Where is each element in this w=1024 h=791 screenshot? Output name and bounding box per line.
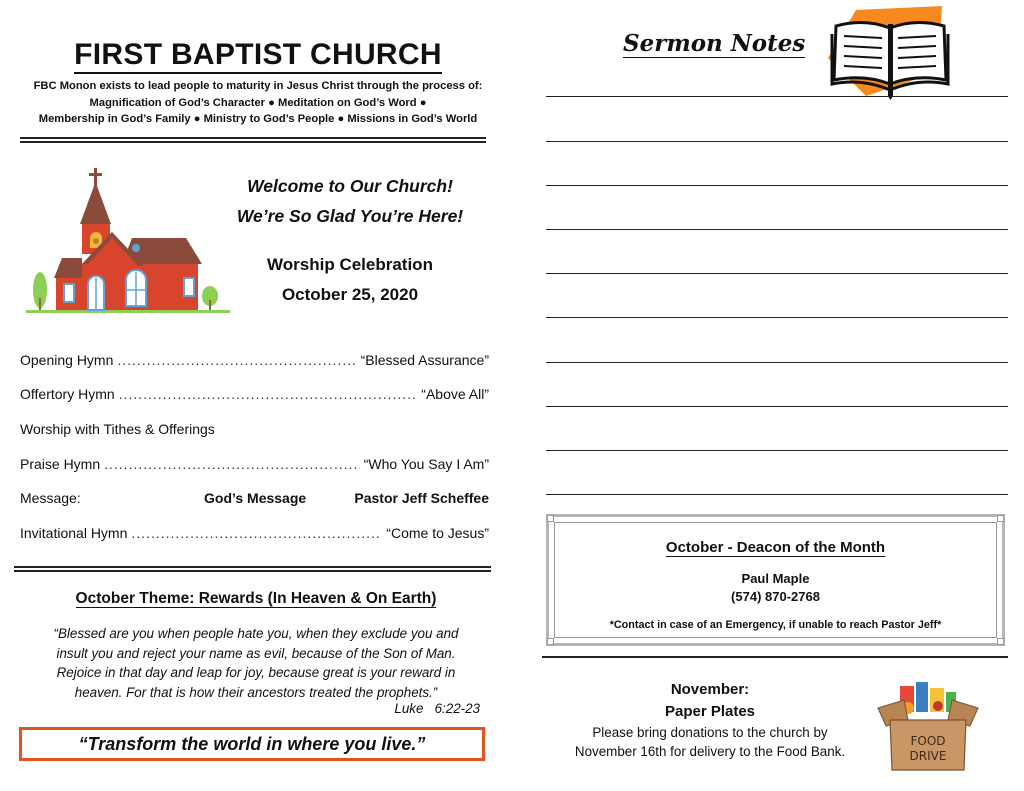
mission-line: Magnification of God’s Character ● Meditation on God’s Word ●	[89, 96, 427, 109]
service-item	[20, 386, 489, 402]
deacon-name: Paul Maple	[741, 571, 810, 586]
november-item: Paper Plates	[664, 703, 756, 720]
service-item	[20, 525, 489, 541]
church-title: FIRST BAPTIST CHURCH	[18, 38, 498, 72]
quote-line: insult you and reject your name as evil, because of the Son of Man.	[56, 645, 456, 661]
drive-box-label: DRIVE	[909, 749, 947, 763]
frame-corner	[997, 515, 1004, 522]
service-item-value: “Above All”	[421, 386, 489, 402]
church-illustration	[26, 166, 230, 316]
deacon-note: *Contact in case of an Emergency, if unable to reach Pastor Jeff*	[609, 619, 942, 631]
service-item-label: Offertory Hymn	[20, 386, 115, 402]
welcome-line: Welcome to Our Church!	[247, 176, 453, 196]
service-item-value: “Blessed Assurance”	[360, 352, 489, 368]
service-item-label: Worship with Tithes & Offerings	[20, 421, 215, 437]
theme-title: October Theme: Rewards (In Heaven & On Earth)	[75, 590, 437, 607]
welcome-line: We’re So Glad You’re Here!	[236, 206, 464, 226]
service-item	[20, 490, 489, 506]
open-bible-icon	[826, 4, 950, 100]
dot-leader	[131, 525, 382, 541]
november-text	[540, 723, 880, 761]
november-line: Please bring donations to the church by	[592, 725, 828, 740]
dot-leader	[119, 386, 418, 402]
service-item-label: Praise Hymn	[20, 456, 101, 472]
quote-line: heaven. For that is how their ancestors treated the prophets.”	[74, 684, 438, 700]
service-name: Worship Celebration	[267, 255, 433, 274]
header-divider	[20, 137, 486, 143]
scripture-quote	[36, 624, 476, 702]
mission-statement	[18, 78, 498, 128]
service-item-label: Invitational Hymn	[20, 525, 128, 541]
service-date: October 25, 2020	[281, 285, 419, 304]
service-item-label: Opening Hymn	[20, 352, 114, 368]
mission-line: FBC Monon exists to lead people to maturity in Jesus Christ through the process of:	[33, 80, 483, 92]
deacon-inner	[554, 522, 997, 638]
note-line	[546, 141, 1008, 142]
deacon-divider	[542, 656, 1008, 660]
service-item	[20, 421, 489, 437]
message-speaker: Pastor Jeff Scheffee	[354, 490, 489, 506]
tagline-box: “Transform the world in where you live.”	[19, 727, 485, 761]
quote-line: “Blessed are you when people hate you, when they exclude you and	[53, 626, 459, 641]
note-line	[546, 362, 1008, 363]
dot-leader	[117, 352, 356, 368]
note-line	[546, 406, 1008, 407]
mission-line: Membership in God’s Family ● Ministry to God’s People ● Missions in God’s World	[38, 113, 478, 125]
deacon-box	[546, 514, 1005, 646]
sermon-notes-title: Sermon Notes	[623, 30, 806, 57]
note-line	[546, 450, 1008, 451]
november-title: November:	[670, 681, 750, 698]
dot-leader	[104, 456, 360, 472]
note-line	[546, 96, 1008, 97]
service-item	[20, 352, 489, 368]
food-drive-box-icon	[872, 678, 984, 772]
deacon-phone: (574) 870-2768	[731, 589, 820, 604]
note-line	[546, 229, 1008, 230]
service-item-value: “Come to Jesus”	[386, 525, 489, 541]
deacon-title: October - Deacon of the Month	[665, 539, 886, 556]
frame-corner	[547, 515, 554, 522]
note-line	[546, 273, 1008, 274]
service-item	[20, 456, 489, 472]
note-line	[546, 185, 1008, 186]
note-line	[546, 317, 1008, 318]
message-topic: God’s Message	[204, 490, 307, 506]
note-line	[546, 494, 1008, 495]
service-item-value: “Who You Say I Am”	[363, 456, 489, 472]
service-item-label: Message:	[20, 490, 81, 506]
quote-line: Rejoice in that day and leap for joy, because great is your reward in	[56, 665, 456, 680]
frame-corner	[997, 638, 1004, 645]
scripture-reference: Luke 6:22-23	[394, 701, 480, 716]
frame-corner	[547, 638, 554, 645]
food-box-label: FOOD	[910, 734, 946, 748]
november-line: November 16th for delivery to the Food Bank.	[574, 744, 846, 759]
service-divider	[14, 566, 491, 572]
